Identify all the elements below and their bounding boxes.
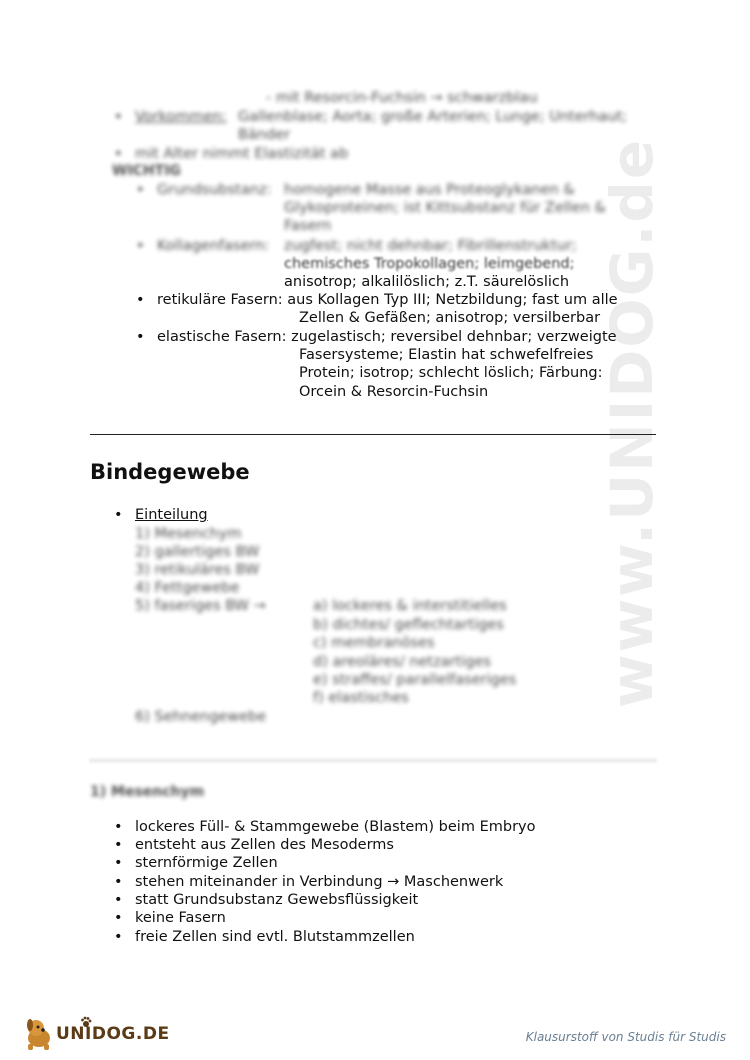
bullet-icon: • [136,292,145,308]
mesenchym-heading: 1) Mesenchym [90,784,205,800]
resorcin-line: - mit Resorcin-Fuchsin → schwarzblau [266,90,538,106]
watermark-text: www.UNIDOG.de [598,137,666,708]
grund-text-1: homogene Masse aus Proteoglykanen & [284,182,575,198]
faserig-subitem: d) areoläres/ netzartiges [313,654,491,670]
einteilung-item: 2) gallertiges BW [135,544,260,560]
logo-text: UNIDOG.DE [56,1024,170,1044]
grund-text-2: Glykoproteinen; ist Kittsubstanz für Zellen & [284,200,606,216]
bullet-icon: • [136,238,145,254]
vorkommen-label: Vorkommen: [135,109,227,125]
mesenchym-bullet: sternförmige Zellen [135,855,278,871]
bullet-icon: • [114,819,123,835]
bindegewebe-heading: Bindegewebe [90,460,250,484]
bullet-icon: • [114,855,123,871]
faserig-subitem: f) elastisches [313,690,409,706]
bullet-icon: • [114,929,123,945]
kollagen-text-2: chemisches Tropokollagen; leimgebend; [284,256,575,272]
footer-tagline: Klausurstoff von Studis für Studis [525,1030,726,1044]
mesenchym-bullet: lockeres Füll- & Stammgewebe (Blastem) beim Embryo [135,819,536,835]
divider-line [90,434,656,435]
faserig-subitem: a) lockeres & interstitielles [313,598,507,614]
kollagen-text-3: anisotrop; alkalilöslich; z.T. säurelöslich [284,274,570,290]
bullet-icon: • [114,910,123,926]
elastisch-line-4: Orcein & Resorcin-Fuchsin [299,384,489,400]
divider-line [90,760,656,761]
alter-line: mit Alter nimmt Elastizität ab [135,146,349,162]
vorkommen-text-2: Bänder [238,127,291,143]
einteilung-label: Einteilung [135,507,208,523]
elastisch-line-2: Fasersysteme; Elastin hat schwefelfreies [299,347,594,363]
faserig-subitem: e) straffes/ parallelfaseriges [313,672,517,688]
einteilung-item: 1) Mesenchym [135,526,242,542]
mesenchym-bullet: stehen miteinander in Verbindung → Maschenwerk [135,874,504,890]
bullet-icon: • [114,892,123,908]
retikulaer-line-2: Zellen & Gefäßen; anisotrop; versilberbar [299,310,601,326]
bullet-icon: • [114,837,123,853]
bullet-icon: • [136,182,145,198]
einteilung-item: 6) Sehnengewebe [135,709,267,725]
elastisch-line-1: elastische Fasern: zugelastisch; reversibel dehnbar; verzweigte [157,329,617,345]
mesenchym-bullet: entsteht aus Zellen des Mesoderms [135,837,394,853]
unidog-logo[interactable] [22,1016,172,1052]
faserig-subitem: b) dichtes/ geflechtartiges [313,617,504,633]
einteilung-item: 5) faseriges BW → [135,598,266,614]
einteilung-item: 3) retikuläres BW [135,562,260,578]
retikulaer-line-1: retikuläre Fasern: aus Kollagen Typ III; Netzbildung; fast um alle [157,292,618,308]
kollagen-text-1: zugfest; nicht dehnbar; Fibrillenstruktur; [284,238,577,254]
elastisch-line-3: Protein; isotrop; schlecht löslich; Färbung: [299,365,603,381]
grund-text-3: Fasern [284,218,332,234]
bullet-icon: • [114,874,123,890]
wichtig-label: WICHTIG [112,163,181,179]
mesenchym-bullet: keine Fasern [135,910,226,926]
grund-label: Grundsubstanz: [157,182,272,198]
mesenchym-bullet: freie Zellen sind evtl. Blutstammzellen [135,929,415,945]
bullet-icon: • [114,109,123,125]
vorkommen-text-1: Gallenblase; Aorta; große Arterien; Lunge; Unterhaut; [238,109,628,125]
einteilung-item: 4) Fettgewebe [135,580,240,596]
bullet-icon: • [114,507,123,523]
faserig-subitem: c) membranöses [313,635,435,651]
kollagen-label: Kollagenfasern: [157,238,270,254]
mesenchym-bullet: statt Grundsubstanz Gewebsflüssigkeit [135,892,419,908]
bullet-icon: • [114,146,123,162]
bullet-icon: • [136,329,145,345]
